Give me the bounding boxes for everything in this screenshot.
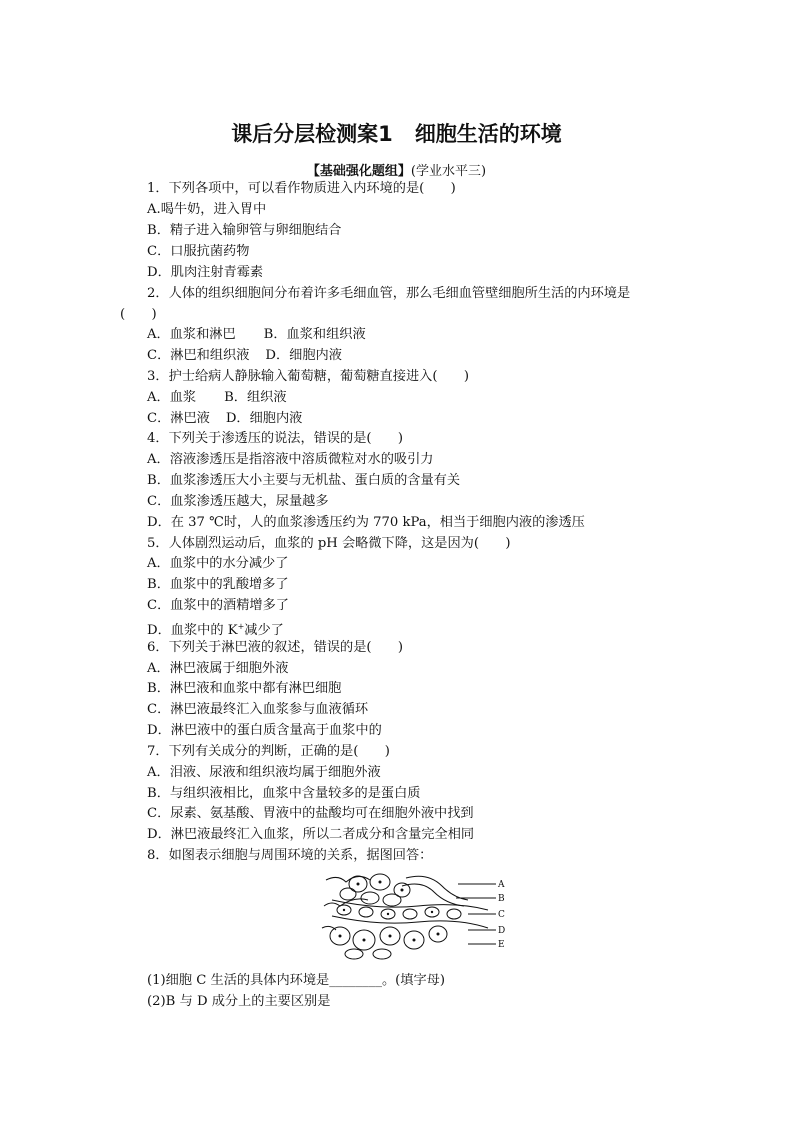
cell-environment-diagram — [318, 870, 508, 960]
q4-option-c: C．血浆渗透压越大，尿量越多 — [147, 494, 329, 509]
q3-option-b: B．组织液 — [224, 390, 287, 405]
q2-option-c: C．淋巴和组织液 — [147, 348, 250, 363]
q7-option-c: C．尿素、氨基酸、胃液中的盐酸均可在细胞外液中找到 — [147, 806, 474, 821]
q2-option-a: A．血浆和淋巴 — [147, 327, 236, 342]
q1-option-b: B．精子进入输卵管与卵细胞结合 — [147, 223, 342, 238]
q5-option-a: A．血浆中的水分减少了 — [147, 556, 289, 571]
q1-option-a: A.喝牛奶，进入胃中 — [147, 202, 267, 217]
diagram-label-e: E — [498, 940, 505, 950]
diagram-label-a: A — [498, 880, 505, 890]
section-level: (学业水平三) — [410, 164, 487, 179]
q4-option-a: A．溶液渗透压是指溶液中溶质微粒对水的吸引力 — [147, 452, 434, 467]
q5-option-d — [147, 618, 284, 640]
q7-option-b: B．与组织液相比，血浆中含量较多的是蛋白质 — [147, 786, 421, 801]
q3-option-d: D．细胞内液 — [225, 411, 303, 426]
q5-option-d-post: 减少了 — [244, 623, 284, 638]
q5-option-c: C．血浆中的酒精增多了 — [147, 598, 289, 613]
q8-sub2: (2)B 与 D 成分上的主要区别是 — [147, 994, 331, 1009]
q2-stem: 2．人体的组织细胞间分布着许多毛细血管，那么毛细血管壁细胞所生活的内环境是 — [147, 286, 631, 301]
q4-option-b: B．血浆渗透压大小主要与无机盐、蛋白质的含量有关 — [147, 473, 461, 488]
q5-option-d-pre: D．血浆中的 K — [147, 623, 238, 638]
q6-option-d: D．淋巴液中的蛋白质含量高于血浆中的 — [147, 723, 382, 738]
q2-options-ab — [147, 326, 366, 344]
q6-stem: 6．下列关于淋巴液的叙述，错误的是( ) — [147, 640, 404, 655]
q2-options-cd — [147, 347, 342, 365]
q3-options-cd — [147, 410, 302, 428]
q2-option-d: D．细胞内液 — [265, 348, 342, 363]
q3-stem: 3．护士给病人静脉输入葡萄糖，葡萄糖直接进入( ) — [147, 369, 469, 384]
q7-option-d: D．淋巴液最终汇入血浆，所以二者成分和含量完全相同 — [147, 827, 475, 842]
q4-option-d: D．在 37 ℃时，人的血浆渗透压约为 770 kPa，相当于细胞内液的渗透压 — [147, 515, 585, 530]
section-header — [0, 160, 793, 179]
section-name: 【基础强化题组】 — [306, 164, 411, 179]
q1-stem: 1．下列各项中，可以看作物质进入内环境的是( ) — [147, 181, 456, 196]
q8-stem: 8．如图表示细胞与周围环境的关系，据图回答： — [147, 848, 433, 863]
page-title — [0, 118, 793, 148]
q5-stem: 5．人体剧烈运动后，血浆的 pH 会略微下降，这是因为( ) — [147, 536, 511, 551]
q7-stem: 7．下列有关成分的判断，正确的是( ) — [147, 744, 390, 759]
q1-option-c: C．口服抗菌药物 — [147, 244, 250, 259]
q3-option-a: A．血浆 — [147, 390, 197, 405]
q3-option-c: C．淋巴液 — [147, 411, 210, 426]
diagram-label-d: D — [498, 926, 506, 936]
q8-sub1: (1)细胞 C 生活的具体内环境是________。(填字母) — [147, 973, 446, 988]
q2-option-b: B．血浆和组织液 — [263, 327, 366, 342]
q2-stem-wrap: ( ) — [120, 307, 157, 322]
q1-option-d: D．肌肉注射青霉素 — [147, 265, 264, 280]
q6-option-b: B．淋巴液和血浆中都有淋巴细胞 — [147, 681, 342, 696]
q5-option-b: B．血浆中的乳酸增多了 — [147, 577, 289, 592]
diagram-label-c: C — [498, 910, 505, 920]
diagram-label-b: B — [498, 894, 505, 904]
q6-option-a: A．淋巴液属于细胞外液 — [147, 661, 289, 676]
q6-option-c: C．淋巴液最终汇入血浆参与血液循环 — [147, 702, 369, 717]
title-part2: 细胞生活的环境 — [414, 122, 562, 146]
q5-option-d-sup: + — [237, 622, 245, 631]
q4-stem: 4．下列关于渗透压的说法，错误的是( ) — [147, 431, 404, 446]
q3-options-ab — [147, 389, 287, 407]
q7-option-a: A．泪液、尿液和组织液均属于细胞外液 — [147, 765, 381, 780]
title-part1: 课后分层检测案1 — [231, 122, 393, 146]
